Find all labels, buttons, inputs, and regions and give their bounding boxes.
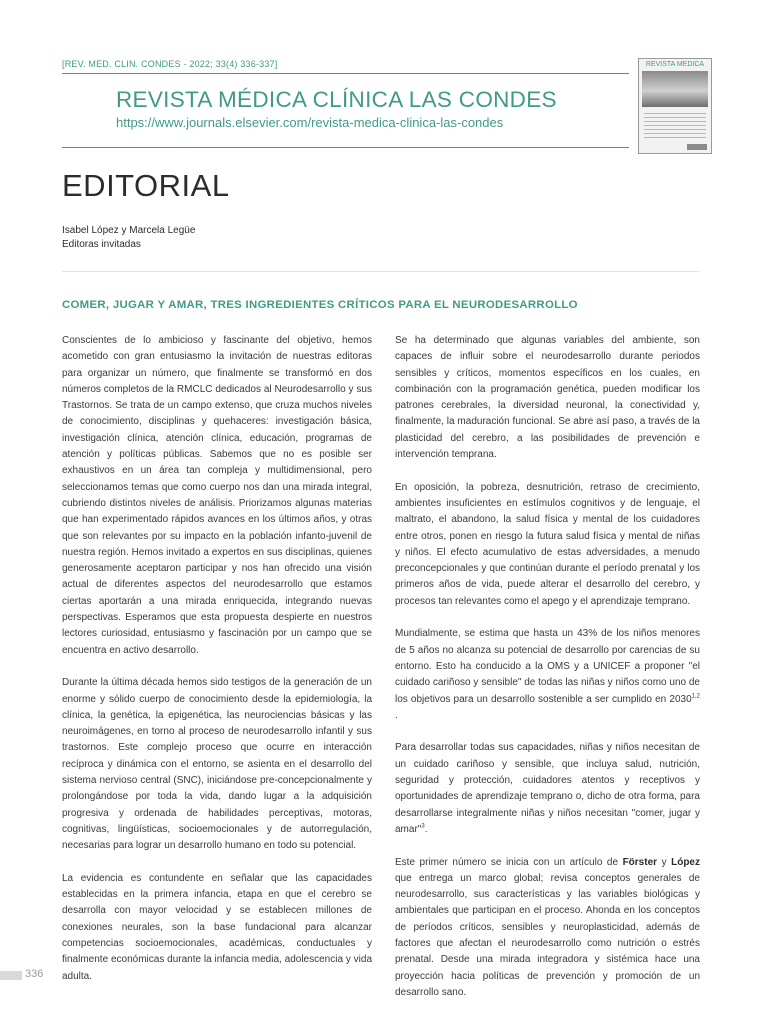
paragraph: Conscientes de lo ambicioso y fascinante del objetivo, hemos acometido con gran entusiasmo la invitación de nuestras editoras para organizar un número, que finalmente se transformó en dos números completos de la RMCLC dedicados al Neurodesarrollo y sus Trastornos. Se trata de un campo extenso, que cruza muchos niveles de conocimiento, disciplinas y quehaceres: investigación básica, investigación clínica, atención clínica, educación, programas de atención y políticas públicas. Sabemos que no es posible ser exhaustivos en un área tan compleja y multidimensional, pero seleccionamos temas que como cuerpo nos dan una mirada integral, cubriendo distintos niveles de análisis. Priorizamos algunas materias que han experimentado rápidos avances en los últimos años, y otras que son relevantes por su impacto en la población infanto-juvenil de nuestra región. Hemos invitado a expertos en sus disciplinas, quienes generosamente aceptaron participar y nos han ofrecido una visión actual de diferentes aspectos del neurodesarrollo que estamos ciertas aportarán a una mirada enriquecida, integrando nuevas perspectivas. Esperamos que esta propuesta despierte en nuestros lectores curiosidad, entusiasmo y fascinación por un campo que se encuentra en activo desarrollo. — [62, 335, 372, 656]
header-divider — [62, 73, 629, 74]
paragraph-text: Para desarrollar todas sus capacidades, niñas y niños necesitan de un cuidado cariñoso y sensible, que incluya salud, nutrición, seguridad y protección, cuidadores atentos y receptivos y oportunidades de aprendizaje temprano o, dicho de otra forma, para desarrollarse integralmente niñas y niños necesitan "comer, jugar y amar" — [395, 742, 700, 835]
paragraph-text: y — [657, 856, 672, 868]
paragraph: Durante la última década hemos sido testigos de la generación de un enorme y sólido cuerpo de conocimiento desde la epidemiología, la clínica, la genética, la epigenética, las neurociencias básicas y las neuroimágenes, en torno al proceso de neurodesarrollo infantil y sus trastornos. Este complejo proceso que ocurre en interacción recíproca y dinámica con el entorno, se asienta en el desarrollo del sistema nervioso central (SNC), iniciándose pre-concepcionalmente y prolongándose por toda la vida, dando lugar a la adquisición progresiva y ordenada de habilidades perceptivas, motoras, cognitivas, lingüísticas, socioemocionales y de autorregulación, necesarias para lograr un desarrollo humano en todo su potencial. — [62, 677, 372, 852]
page-number: 336 — [25, 968, 44, 980]
author-role: Editoras invitadas — [62, 239, 141, 250]
author-block — [62, 224, 195, 252]
cover-photo — [642, 71, 708, 107]
paragraph-text: Mundialmente, se estima que hasta un 43% de los niños menores de 5 años no alcanza su potencial de desarrollo por carencias de su entorno. Esto ha conducido a la OMS y a UNICEF a proponer "el cuidado cariñoso y sensible" de todas las niñas y niños como uno de los objetivos para un desarrollo sostenible a ser cumplido en 2030 — [395, 628, 700, 705]
paragraph-text: que entrega un marco global; revisa conceptos generales de neurodesarrollo, sus características y las variables biológicas y ambientales que participan en el proceso. Ahonda en los conceptos de períodos críticos, sensibles y neuroplasticidad, además de factores que afectan el neurodesarrollo como nutrición o estrés prenatal. Desde una mirada integradora y sistémica hace una proyección hacia políticas de prevención y promoción de un desarrollo sano. — [395, 872, 700, 998]
paragraph — [395, 855, 700, 1002]
citation-reference: [REV. MED. CLIN. CONDES - 2022; 33(4) 336-337] — [62, 59, 278, 69]
author-names: Isabel López y Marcela Legüe — [62, 225, 196, 236]
publisher-logo-icon — [687, 144, 707, 150]
journal-url-link[interactable]: https://www.journals.elsevier.com/revista-medica-clinica-las-condes — [116, 115, 504, 130]
page-marker — [0, 971, 22, 980]
section-divider — [62, 271, 699, 272]
paragraph-text: Este primer número se inicia con un artículo de — [395, 856, 623, 868]
article-type-heading: EDITORIAL — [62, 168, 230, 203]
paragraph: En oposición, la pobreza, desnutrición, retraso de crecimiento, ambientes insuficientes en estímulos cognitivos y de lenguaje, el maltrato, el abandono, la salud física y mental de los cuidadores entre otros, ponen en riesgo la futura salud física y mental de niñas y niños. El efecto acumulativo de estas adversidades, a menudo preconcepcionales y que continúan durante el período prenatal y los primeros años de vida, puede alterar el desarrollo del cerebro, y procesos tan relevantes como el apego y el aprendizaje temprano. — [395, 481, 700, 607]
paragraph: La evidencia es contundente en señalar que las capacidades establecidas en la primera infancia, etapa en que el cerebro se desarrolla con mayor velocidad y se establecen millones de conexiones neurales, son la base fundacional para alcanzar competencias socioemocionales, académicas, conductuales y finalmente económicas durante la infancia media, adolescencia y vida adulta. — [62, 872, 372, 982]
journal-title: REVISTA MÉDICA CLÍNICA LAS CONDES — [116, 87, 557, 112]
journal-cover-thumbnail — [638, 58, 712, 154]
header-bottom-divider — [62, 147, 629, 148]
cover-title: REVISTA MÉDICA — [645, 61, 705, 68]
paragraph — [395, 740, 700, 838]
right-column — [395, 333, 700, 1017]
left-column — [62, 333, 372, 1001]
paragraph: Se ha determinado que algunas variables del ambiente, son capaces de influir sobre el neurodesarrollo durante periodos sensibles y críticos, momentos específicos en los cuales, en combinación con la programación genética, pueden modificar los patrones cerebrales, la diversidad neuronal, la conectividad y, finalmente, la maduración funcional. Se abre así paso, a través de la plasticidad del cerebro, a las posibilidades de prevención e intervención temprana. — [395, 335, 700, 461]
paragraph-end: . — [424, 823, 428, 835]
author-reference: Förster — [622, 856, 658, 868]
cover-text-lines — [644, 113, 706, 139]
citation-superscript[interactable]: 1,2 — [691, 693, 700, 700]
paragraph-end: . — [395, 709, 398, 721]
citation-superscript[interactable]: 3 — [421, 823, 425, 830]
article-section-title: COMER, JUGAR Y AMAR, TRES INGREDIENTES CRÍTICOS PARA EL NEURODESARROLLO — [62, 299, 578, 311]
author-reference: López — [671, 856, 700, 868]
paragraph — [395, 626, 700, 724]
